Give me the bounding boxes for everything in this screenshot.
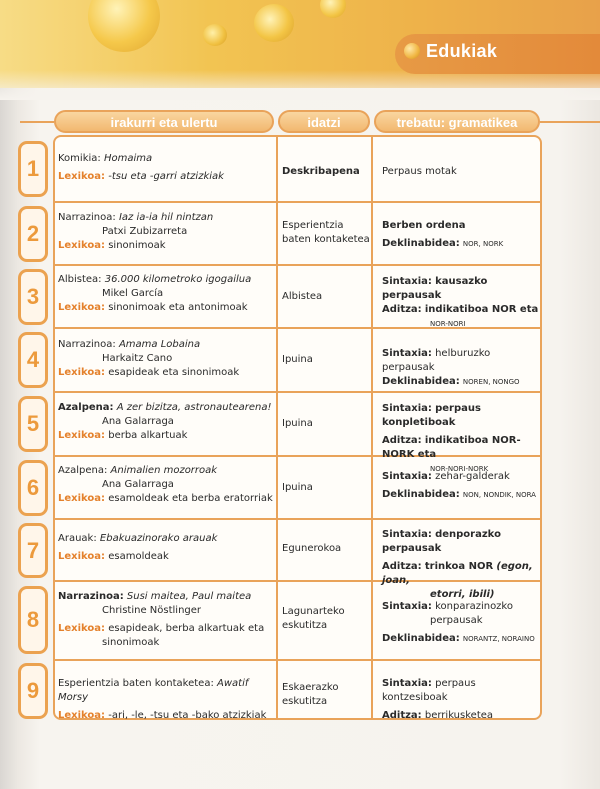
lesson-number: 9 (18, 663, 48, 719)
table-row: 8 Narrazinoa: Susi maitea, Paul maitea Christine Nöstlinger Lexikoa: esapideak, berba alkartuak eta sinonimoak Lagunarteko eskutitza Sintaxia: konparazinozko perpausak Deklinabidea: NORANTZ, NORAINO (18, 582, 542, 659)
table-row: 5 Azalpena: A zer bizitza, astronautearena! Ana Galarraga Lexikoa: berba alkartuak Ipuina Sintaxia: perpaus konpletiboak Aditza: indikatiboa NOR-NORK eta NOR-NORI-NORK (18, 393, 542, 455)
table-row: 9 Esperientzia baten kontaketea: Awatif Morsy Lexikoa: -ari, -le, -tsu eta -bako atzizkiak Eskaerazko eskutitza Sintaxia: perpaus kontzesiboak Aditza: berrikusketea (18, 661, 542, 720)
table-row: 4 Narrazinoa: Amama Lobaina Harkaitz Cano Lexikoa: esapideak eta sinonimoak Ipuina Sintaxia: helburuzko perpausak Deklinabidea: NOREN, NONGO (18, 329, 542, 391)
section-title: Edukiak (426, 41, 498, 61)
lesson-number: 5 (18, 396, 48, 452)
column-header-writing: idatzi (278, 110, 370, 133)
lesson-number: 8 (18, 586, 48, 654)
lesson-number: 1 (18, 141, 48, 197)
table-row: 2 Narrazinoa: Iaz ia-ia hil nintzan Patxi Zubizarreta Lexikoa: sinonimoak Esperientzia baten kontaketea Berben ordena Deklinabidea: NOR, NORK (18, 203, 542, 264)
lesson-number: 7 (18, 523, 48, 578)
bullet-icon (404, 43, 420, 59)
lesson-number: 4 (18, 332, 48, 388)
lesson-number: 6 (18, 460, 48, 516)
bubble-decoration (254, 4, 294, 42)
lesson-number: 3 (18, 269, 48, 325)
bubble-decoration (203, 24, 227, 46)
lesson-number: 2 (18, 206, 48, 262)
column-header-reading: irakurri eta ulertu (54, 110, 274, 133)
column-header-grammar: trebatu: gramatikea (374, 110, 540, 133)
table-row: 6 Azalpena: Animalien mozorroak Ana Galarraga Lexikoa: esamoldeak eta berba eratorriak Ipuina Sintaxia: zehar-galderak Deklinabidea: NON, NONDIK, NORA (18, 457, 542, 518)
table-row: 7 Arauak: Ebakuazinorako arauak Lexikoa: esamoldeak Egunerokoa Sintaxia: denporazko perpausak Aditza: trinkoa NOR (egon, joan, etorri, ibili) (18, 520, 542, 580)
table-row: 1 Komikia: Homaima Lexikoa: -tsu eta -garri atzizkiak Deskribapena Perpaus motak (18, 137, 542, 201)
table-row: 3 Albistea: 36.000 kilometroko igogailua Mikel García Lexikoa: sinonimoak eta antonimoak Albistea Sintaxia: kausazko perpausak Aditza: indikatiboa NOR eta NOR-NORI (18, 266, 542, 327)
